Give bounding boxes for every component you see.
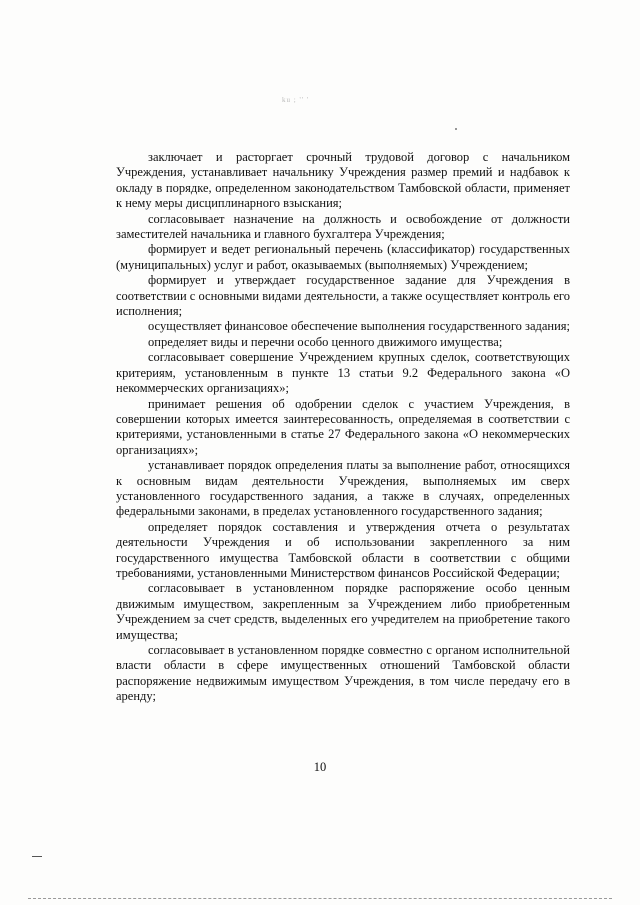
paragraph-7: согласовывает совершение Учреждением крупных сделок, соответствующих критериям, установленным в пункте 13 статьи 9.2 Федерального закона «О некоммерческих организациях»; [116, 350, 570, 396]
paragraph-10: определяет порядок составления и утверждения отчета о результатах деятельности Учреждения и об использовании закрепленного за ним государственного имущества Тамбовской области в соответствии с общими требованиями, установленными Министерством финансов Российской Федерации; [116, 519, 570, 580]
scan-artifact-dot [455, 128, 457, 130]
paragraph-1: заключает и расторгает срочный трудовой договор с начальником Учреждения, устанавливает начальнику Учреждения размер премий и надбавок к окладу в порядке, определенном законодательством Тамбовской области, применяет к нему меры дисциплинарного взыскания; [116, 150, 570, 211]
paragraph-4: формирует и утверждает государственное задание для Учреждения в соответствии с основными видами деятельности, а также осуществляет контроль его исполнения; [116, 273, 570, 319]
scan-artifact-text: ku ; '' ' [282, 96, 309, 104]
paragraph-9: устанавливает порядок определения платы за выполнение работ, относящихся к основным видам деятельности Учреждения, выполняемых им сверх установленного государственного задания, а также в случаях, определенных федеральными законами, в пределах установленного государственного задания; [116, 458, 570, 519]
paragraph-6: определяет виды и перечни особо ценного движимого имущества; [148, 334, 503, 349]
page-number: 10 [313, 760, 327, 774]
scan-artifact-edge [28, 898, 612, 899]
paragraph-11: согласовывает в установленном порядке распоряжение особо ценным движимым имуществом, закрепленным за Учреждением либо приобретенным Учреждением за счет средств, выделенных его учредителем на приобретение такого имущества; [116, 581, 570, 642]
paragraph-8: принимает решения об одобрении сделок с участием Учреждения, в совершении которых имеется заинтересованность, определяемая в соответствии с критериями, установленными в статье 27 Федерального закона «О некоммерческих организациях»; [116, 396, 570, 457]
paragraph-5: осуществляет финансовое обеспечение выполнения государственного задания; [148, 319, 571, 334]
paragraph-3: формирует и ведет региональный перечень (классификатор) государственных (муниципальных) услуг и работ, оказываемых (выполняемых) Учреждением; [116, 242, 570, 272]
scan-artifact-tick [32, 856, 42, 857]
body-text [116, 150, 570, 705]
paragraph-12: согласовывает в установленном порядке совместно с органом исполнительной власти области в сфере имущественных отношений Тамбовской области распоряжение недвижимым имуществом Учреждения, в том числе передачу его в аренду; [116, 643, 570, 704]
paragraph-2: согласовывает назначение на должность и освобождение от должности заместителей начальника и главного бухгалтера Учреждения; [116, 211, 570, 242]
